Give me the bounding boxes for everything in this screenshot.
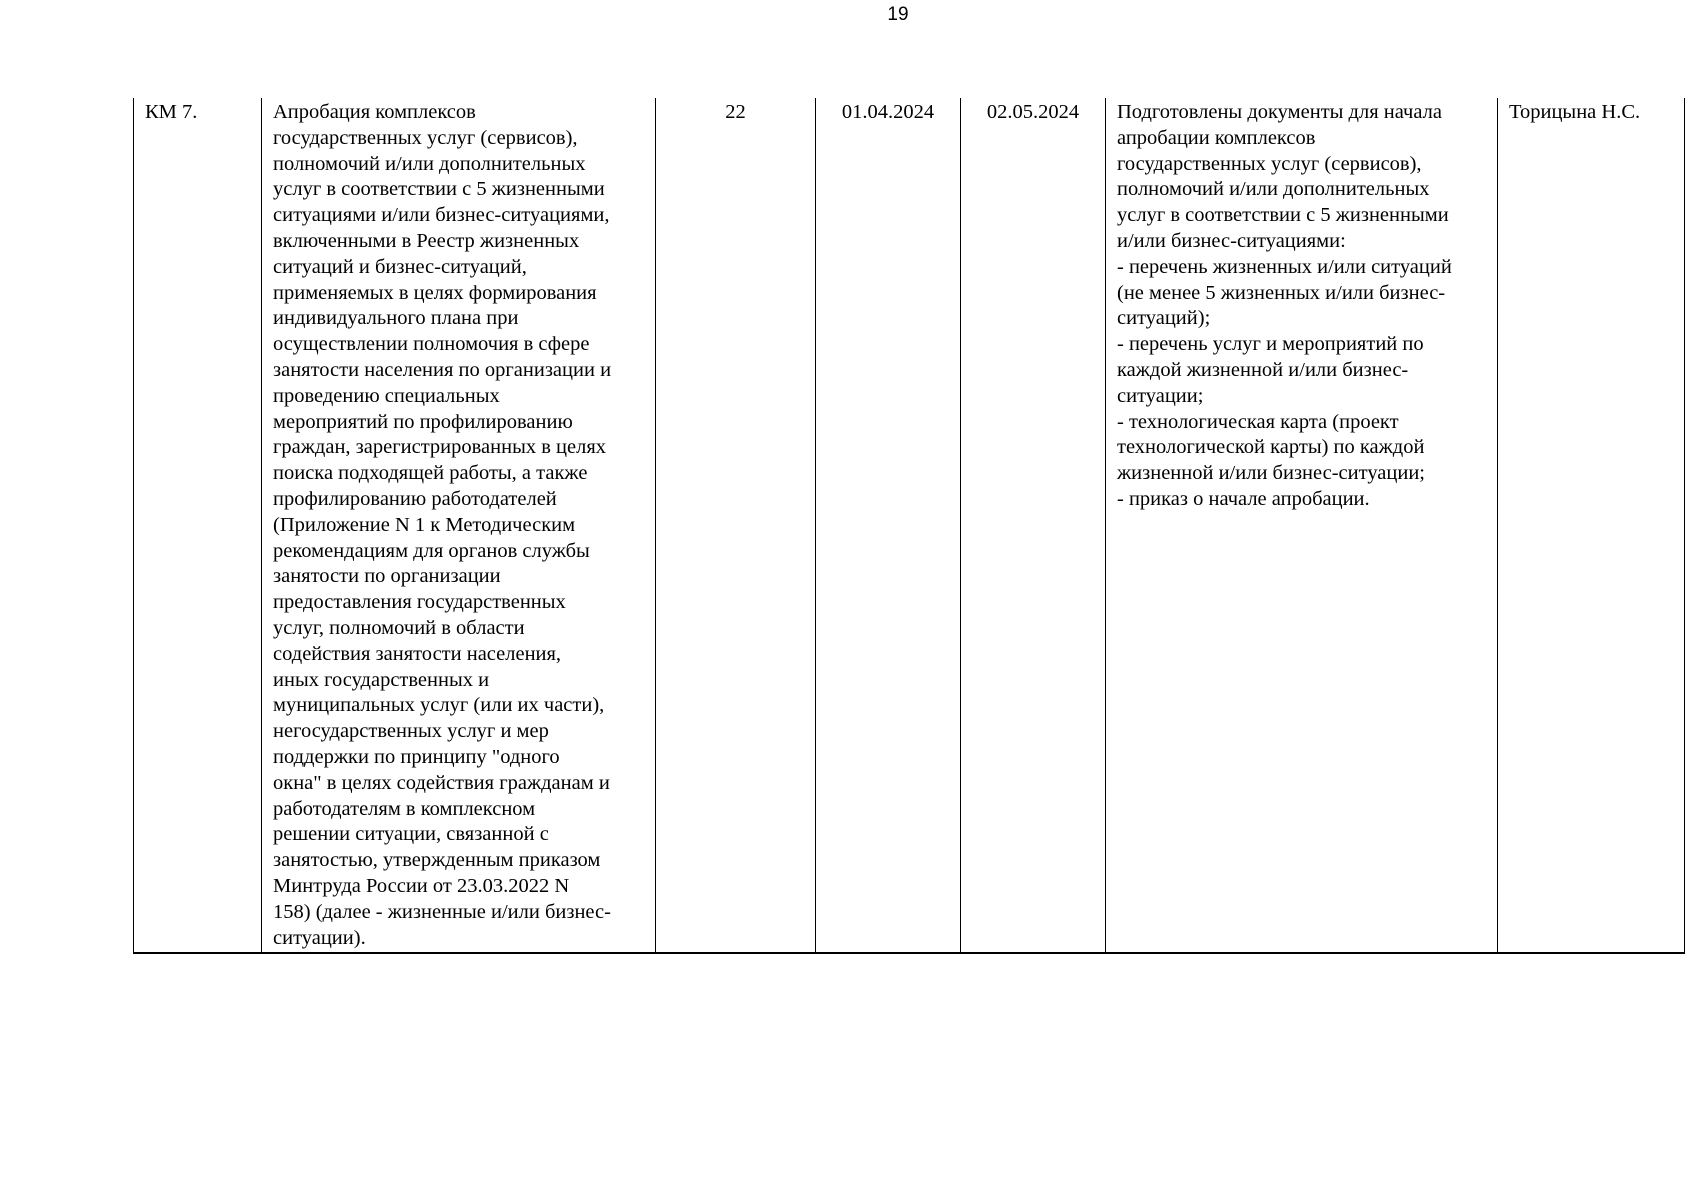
- milestones-table: [133, 98, 1685, 954]
- page-number: 19: [887, 4, 909, 25]
- milestone-number-cell: 22: [656, 98, 816, 953]
- result-cell: Подготовлены документы для начала апробации комплексов государственных услуг (сервисов), полномочий и/или дополнительных услуг в соответствии с 5 жизненными и/или бизнес-ситуациями: - перечень жизненных и/или ситуаций (не менее 5 жизненных и/или бизнес- ситуаций); - перечень услуг и мероприятий по каждой жизненной и/или бизнес- ситуации; - технологическая карта (проект технологической карты) по каждой жизненной и/или бизнес-ситуации; - приказ о начале апробации.: [1106, 98, 1498, 953]
- start-date-cell: 01.04.2024: [816, 98, 961, 953]
- end-date-cell: 02.05.2024: [961, 98, 1106, 953]
- table-row: [134, 98, 1685, 953]
- responsible-person-cell: Торицына Н.С.: [1498, 98, 1685, 953]
- milestone-code-cell: КМ 7.: [134, 98, 262, 953]
- milestone-description-cell: Апробация комплексов государственных услуг (сервисов), полномочий и/или дополнительных услуг в соответствии с 5 жизненными ситуациями и/или бизнес-ситуациями, включенными в Реестр жизненных ситуаций и бизнес-ситуаций, применяемых в целях формирования индивидуального плана при осуществлении полномочия в сфере занятости населения по организации и проведению специальных мероприятий по профилированию граждан, зарегистрированных в целях поиска подходящей работы, а также профилированию работодателей (Приложение N 1 к Методическим рекомендациям для органов службы занятости по организации предоставления государственных услуг, полномочий в области содействия занятости населения, иных государственных и муниципальных услуг (или их части), негосударственных услуг и мер поддержки по принципу "одного окна" в целях содействия гражданам и работодателям в комплексном решении ситуации, связанной с занятостью, утвержденным приказом Минтруда России от 23.03.2022 N 158) (далее - жизненные и/или бизнес- ситуации).: [262, 98, 656, 953]
